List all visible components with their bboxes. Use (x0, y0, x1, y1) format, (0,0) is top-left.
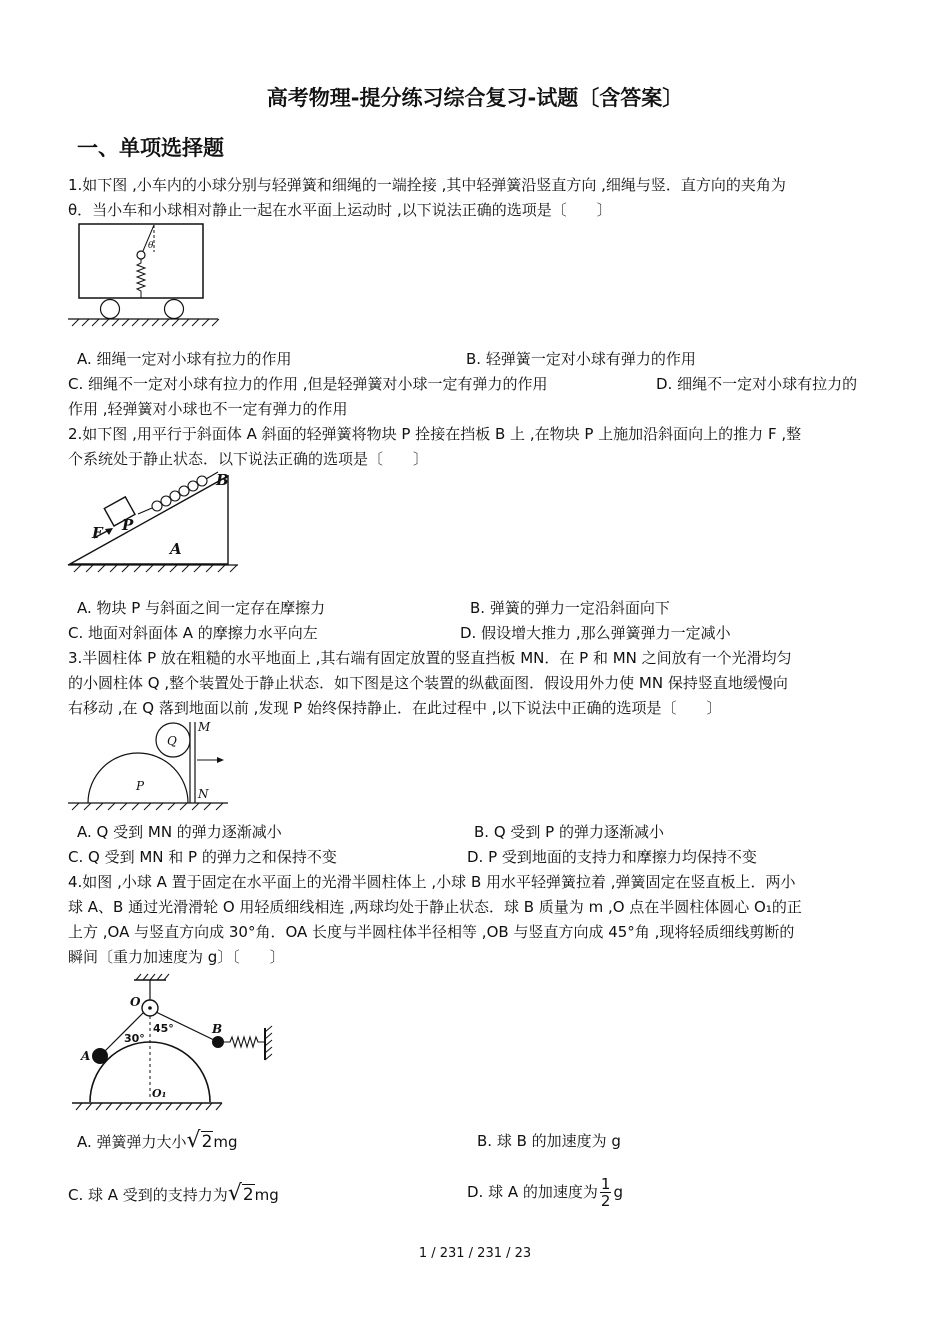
label-30deg: 30° (124, 1032, 145, 1045)
q4-stem-line-4: 瞬间〔重力加速度为 g〕〔 〕 (68, 948, 285, 966)
q4-stem-line-3: 上方 ,OA 与竖直方向成 30°角．OA 长度与半圆柱体半径相等 ,OB 与竖直方向成 45°角 ,现将轻质细线剪断的 (68, 923, 795, 941)
page-footer: 1 / 231 / 231 / 23 (418, 1246, 532, 1261)
q1-option-a[interactable]: A. 细绳一定对小球有拉力的作用 (77, 350, 292, 368)
q2-option-b[interactable]: B. 弹簧的弹力一定沿斜面向下 (470, 599, 670, 617)
q3-stem-line-1: 3.半圆柱体 P 放在粗糙的水平地面上 ,其右端有固定放置的竖直挡板 MN．在 P 和 MN 之间放有一个光滑均匀 (68, 649, 792, 667)
label-N: N (198, 787, 209, 801)
ground-hatch (76, 1103, 222, 1110)
label-B: B (216, 471, 229, 489)
q1-stem-line-1: 1.如下图 ,小车内的小球分别与轻弹簧和细绳的一端拴接 ,其中轻弹簧沿竖直方向 ,细绳与竖．直方向的夹角为 (68, 176, 786, 194)
q4-stem-line-1: 4.如图 ,小球 A 置于固定在水平面上的光滑半圆柱体上 ,小球 B 用水平轻弹簧拉着 ,弹簧固定在竖直板上．两小 (68, 873, 796, 891)
ball-A (92, 1048, 108, 1064)
q4-option-a-suffix: mg (213, 1133, 238, 1151)
document-title: 高考物理-提分练习综合复习-试题〔含答案〕 (266, 86, 684, 110)
q3-option-a[interactable]: A. Q 受到 MN 的弹力逐渐减小 (77, 823, 282, 841)
ground-hatch (72, 319, 219, 326)
q4-option-b[interactable]: B. 球 B 的加速度为 g (477, 1132, 621, 1150)
ceiling-hatch (136, 974, 169, 980)
label-B: B (212, 1022, 223, 1036)
q4-figure-pulley (68, 970, 282, 1116)
q3-figure-cylinders (66, 718, 236, 816)
section-heading: 一、单项选择题 (77, 136, 224, 160)
label-P: P (136, 779, 145, 793)
q4-option-d-prefix: D. 球 A 的加速度为 (467, 1183, 598, 1201)
q4-stem-line-2: 球 A、B 通过光滑滑轮 O 用轻质细线相连 ,两球均处于静止状态．球 B 质量为 m ,O 点在半圆柱体圆心 O₁的正 (68, 898, 802, 916)
q2-option-d[interactable]: D. 假设增大推力 ,那么弹簧弹力一定减小 (460, 624, 731, 642)
q3-stem-line-2: 的小圆柱体 Q ,整个装置处于静止状态．如下图是这个装置的纵截面图．假设用外力使 MN 保持竖直地缓慢向 (68, 674, 788, 692)
label-A: A (170, 540, 182, 558)
q4-option-c[interactable] (68, 1180, 279, 1209)
fraction-denominator: 2 (600, 1192, 611, 1210)
fraction-numerator: 1 (600, 1175, 611, 1193)
label-45deg: 45° (153, 1022, 174, 1035)
q4-option-c-radicand: 2 (242, 1185, 254, 1205)
q3-stem-line-3: 右移动 ,在 Q 落到地面以前 ,发现 P 始终保持静止．在此过程中 ,以下说法中正确的选项是〔 〕 (68, 699, 722, 717)
label-F: F (92, 524, 103, 542)
q4-option-a-prefix: A. 弹簧弹力大小 (77, 1133, 187, 1151)
q4-option-a[interactable] (77, 1127, 238, 1156)
ground-hatch (74, 565, 237, 572)
q1-figure-cart (66, 222, 226, 330)
half-cylinder-P (88, 753, 188, 803)
q4-option-a-radicand: 2 (201, 1132, 213, 1152)
q1-option-b[interactable]: B. 轻弹簧一定对小球有弹力的作用 (466, 350, 696, 368)
q2-figure-incline (66, 468, 246, 578)
fraction (600, 1176, 612, 1209)
q3-option-d[interactable]: D. P 受到地面的支持力和摩擦力均保持不变 (467, 848, 757, 866)
wall-hatch (265, 1026, 272, 1060)
spring (138, 472, 218, 514)
label-O1: O₁ (152, 1087, 167, 1100)
label-O: O (130, 995, 141, 1009)
q2-stem-line-1: 2.如下图 ,用平行于斜面体 A 斜面的轻弹簧将物块 P 拴接在挡板 B 上 ,在物块 P 上施加沿斜面向上的推力 F ,整 (68, 425, 802, 443)
label-P: P (122, 516, 134, 534)
incline-A (70, 476, 228, 564)
label-A: A (81, 1049, 91, 1063)
cart-wheel-right (165, 300, 184, 319)
sqrt-icon: √ (227, 1181, 242, 1206)
q4-option-d[interactable] (467, 1168, 623, 1216)
ball-B (212, 1036, 224, 1048)
theta-label: θ (148, 241, 154, 251)
q2-stem-line-2: 个系统处于静止状态．以下说法正确的选项是〔 〕 (68, 450, 429, 468)
q3-option-c[interactable]: C. Q 受到 MN 和 P 的弹力之和保持不变 (68, 848, 337, 866)
q4-option-c-suffix: mg (254, 1186, 279, 1204)
q2-option-c[interactable]: C. 地面对斜面体 A 的摩擦力水平向左 (68, 624, 318, 642)
q3-option-b[interactable]: B. Q 受到 P 的弹力逐渐减小 (474, 823, 664, 841)
spring (137, 259, 145, 298)
q4-option-d-suffix: g (613, 1183, 623, 1201)
q1-option-c[interactable]: C. 细绳不一定对小球有拉力的作用 ,但是轻弹簧对小球一定有弹力的作用 (68, 375, 548, 393)
q1-stem-line-2: θ．当小车和小球相对静止一起在水平面上运动时 ,以下说法正确的选项是〔 〕 (68, 201, 612, 219)
q4-option-c-prefix: C. 球 A 受到的支持力为 (68, 1186, 228, 1204)
ground-hatch (72, 803, 223, 810)
label-M: M (198, 720, 211, 734)
q2-option-a[interactable]: A. 物块 P 与斜面之间一定存在摩擦力 (77, 599, 326, 617)
cart-wheel-left (101, 300, 120, 319)
q1-option-d[interactable]: D. 细绳不一定对小球有拉力的 (656, 375, 858, 393)
spring (224, 1037, 264, 1047)
move-arrowhead (217, 757, 224, 763)
label-Q: Q (167, 734, 177, 748)
sqrt-icon: √ (186, 1128, 201, 1153)
q1-option-d-cont[interactable]: 作用 ,轻弹簧对小球也不一定有弹力的作用 (68, 400, 348, 418)
ball (137, 251, 145, 259)
